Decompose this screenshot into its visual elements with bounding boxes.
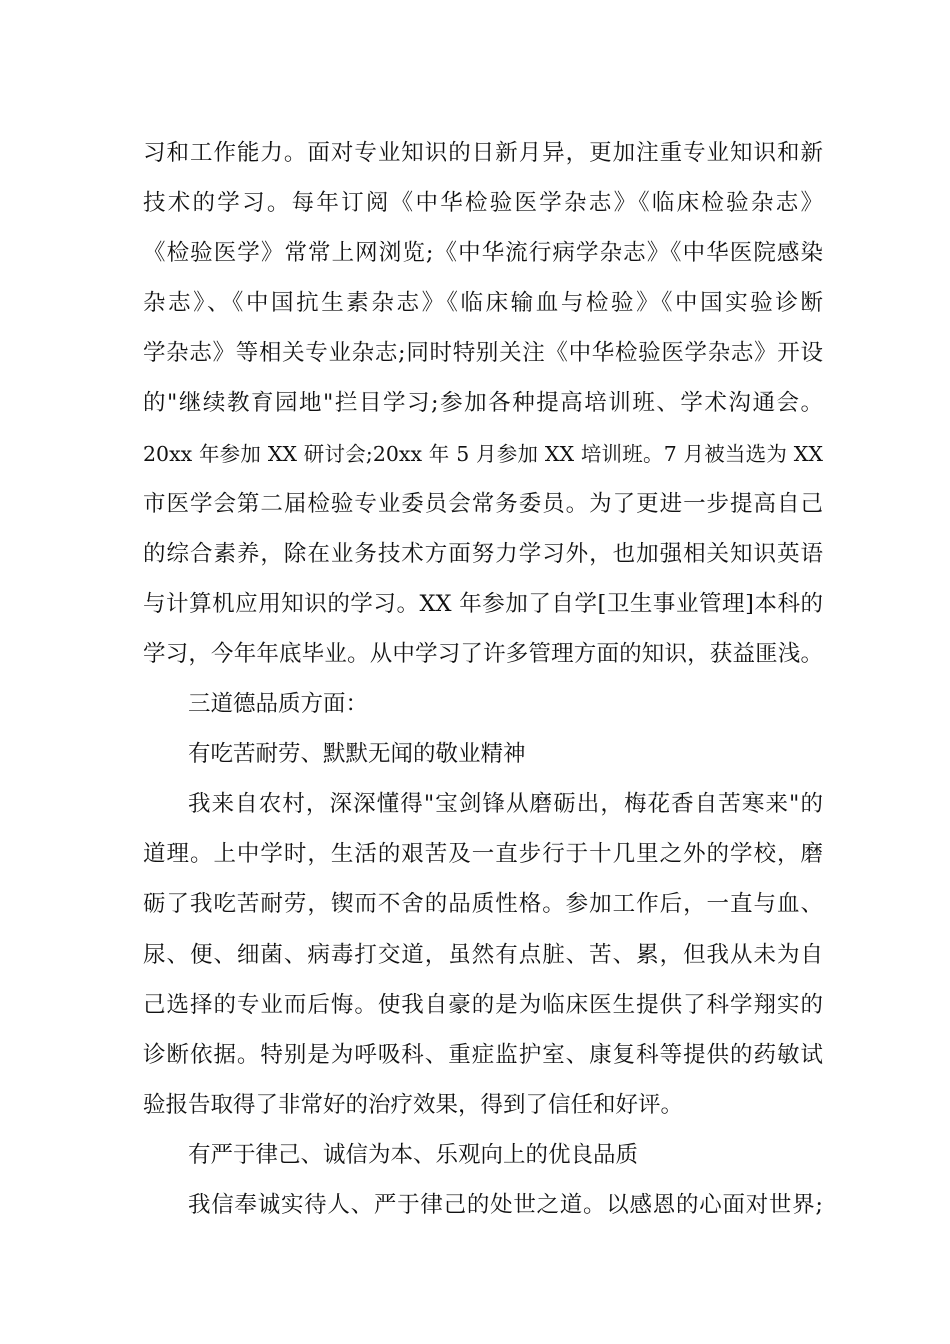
text-line: 的综合素养，除在业务技术方面努力学习外，也加强相关知识英语 bbox=[143, 540, 823, 567]
text-line: 杂志》、《中国抗生素杂志》《临床输血与检验》《中国实验诊断 bbox=[143, 290, 823, 317]
text-line: 我信奉诚实待人、严于律己的处世之道。以感恩的心面对世界; bbox=[188, 1191, 823, 1218]
text-line: 三道德品质方面： bbox=[188, 691, 369, 718]
text-line: 有吃苦耐劳、默默无闻的敬业精神 bbox=[188, 741, 526, 768]
text-line: 学杂志》等相关专业杂志;同时特别关注《中华检验医学杂志》开设 bbox=[143, 340, 823, 367]
text-line: 道理。上中学时，生活的艰苦及一直步行于十几里之外的学校，磨 bbox=[143, 841, 823, 868]
text-line: 诊断依据。特别是为呼吸科、重症监护室、康复科等提供的药敏试 bbox=[143, 1041, 823, 1068]
text-line: 《检验医学》常常上网浏览;《中华流行病学杂志》《中华医院感染 bbox=[143, 240, 823, 267]
body-text bbox=[143, 128, 823, 1230]
text-line: 尿、便、细菌、病毒打交道，虽然有点脏、苦、累，但我从未为自 bbox=[143, 941, 823, 968]
text-line: 学习，今年年底毕业。从中学习了许多管理方面的知识，获益匪浅。 bbox=[143, 640, 823, 667]
text-line: 习和工作能力。面对专业知识的日新月异，更加注重专业知识和新 bbox=[143, 140, 823, 166]
text-line: 市医学会第二届检验专业委员会常务委员。为了更进一步提高自己 bbox=[143, 490, 823, 517]
text-line: 己选择的专业而后悔。使我自豪的是为临床医生提供了科学翔实的 bbox=[143, 991, 823, 1018]
text-line: 验报告取得了非常好的治疗效果，得到了信任和好评。 bbox=[143, 1091, 684, 1118]
text-line: 有严于律己、诚信为本、乐观向上的优良品质 bbox=[188, 1141, 639, 1168]
text-line: 与计算机应用知识的学习。XX 年参加了自学[卫生事业管理]本科的 bbox=[143, 590, 823, 617]
text-line: 我来自农村，深深懂得"宝剑锋从磨砺出，梅花香自苦寒来"的 bbox=[188, 791, 823, 818]
text-line: 砺了我吃苦耐劳，锲而不舍的品质性格。参加工作后，一直与血、 bbox=[143, 891, 823, 918]
text-line: 的"继续教育园地"拦目学习;参加各种提高培训班、学术沟通会。 bbox=[143, 390, 823, 417]
text-line: 技术的学习。每年订阅《中华检验医学杂志》《临床检验杂志》 bbox=[143, 190, 823, 217]
text-line: 20xx 年参加 XX 研讨会;20xx 年 5 月参加 XX 培训班。7 月被当选为 XX bbox=[143, 441, 823, 466]
